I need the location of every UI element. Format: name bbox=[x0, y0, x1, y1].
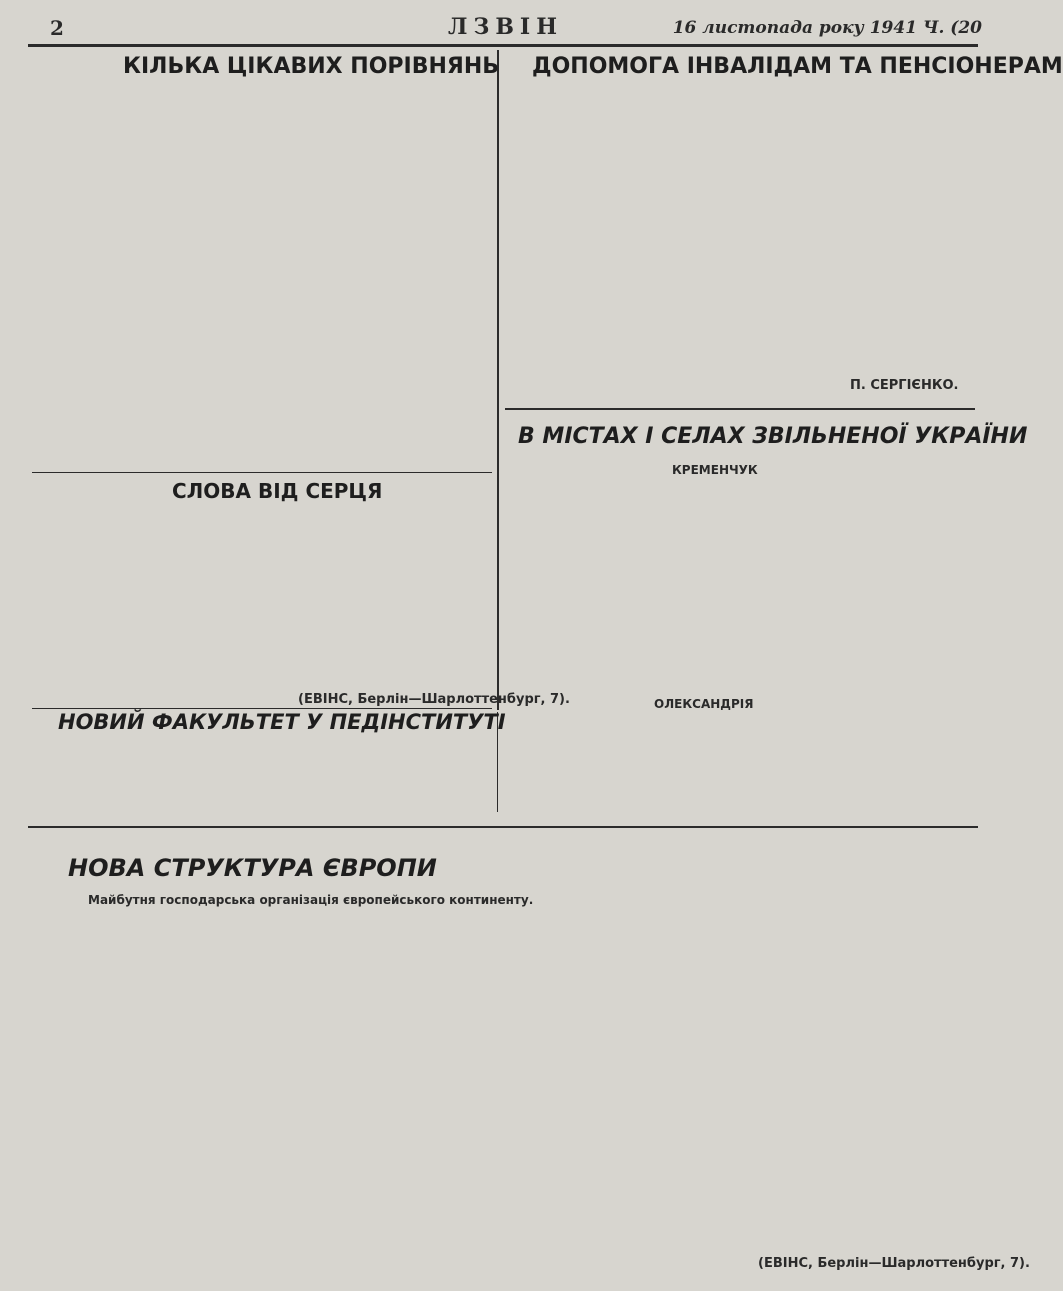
article-text bbox=[38, 912, 238, 1252]
page-number: 2 bbox=[50, 16, 64, 40]
article-title-ukraine: В МІСТАХ І СЕЛАХ ЗВІЛЬНЕНОЇ УКРАЇНИ bbox=[518, 424, 1028, 449]
article-text bbox=[38, 84, 250, 464]
article-title-europe: НОВА СТРУКТУРА ЄВРОПИ bbox=[68, 854, 437, 882]
article-text bbox=[250, 880, 486, 1260]
article-text bbox=[740, 84, 970, 384]
article-title-heart: СЛОВА ВІД СЕРЦЯ bbox=[172, 479, 383, 503]
article-text bbox=[748, 462, 970, 812]
column-divider bbox=[497, 50, 499, 710]
article-text bbox=[262, 510, 490, 690]
signature: П. СЕРГІЄНКО. bbox=[850, 378, 959, 393]
article-title-comparisons: КІЛЬКА ЦІКАВИХ ПОРІВНЯНЬ bbox=[123, 54, 500, 79]
article-text bbox=[498, 834, 734, 1254]
article-subtitle: Майбутня господарська організація європейського континенту. bbox=[88, 893, 534, 907]
article-title-faculty: НОВИЙ ФАКУЛЬТЕТ У ПЕДІНСТИТУТІ bbox=[58, 710, 506, 734]
city-heading: ОЛЕКСАНДРІЯ bbox=[654, 697, 754, 711]
city-heading: КРЕМЕНЧУК bbox=[672, 463, 758, 477]
section-rule bbox=[32, 472, 492, 473]
signature: (ЕВІНС, Берлін—Шарлоттенбург, 7). bbox=[758, 1256, 1030, 1271]
article-title-invalids: ДОПОМОГА ІНВАЛІДАМ ТА ПЕНСІОНЕРАМ bbox=[532, 54, 1063, 79]
section-rule bbox=[32, 708, 492, 709]
signature: (ЕВІНС, Берлін—Шарлоттенбург, 7). bbox=[298, 692, 570, 707]
article-text bbox=[508, 480, 728, 810]
masthead: ЛЗВІН bbox=[448, 14, 563, 40]
article-text bbox=[744, 834, 972, 1254]
issue-date: 16 листопада року 1941 Ч. (20 bbox=[672, 18, 982, 38]
section-rule bbox=[28, 826, 978, 828]
article-text bbox=[508, 84, 728, 384]
article-text bbox=[262, 735, 490, 815]
page-header bbox=[28, 16, 982, 44]
section-rule bbox=[505, 408, 975, 410]
article-text bbox=[38, 735, 250, 815]
article-text bbox=[38, 510, 250, 690]
article-text bbox=[262, 84, 490, 464]
header-rule bbox=[28, 44, 978, 47]
